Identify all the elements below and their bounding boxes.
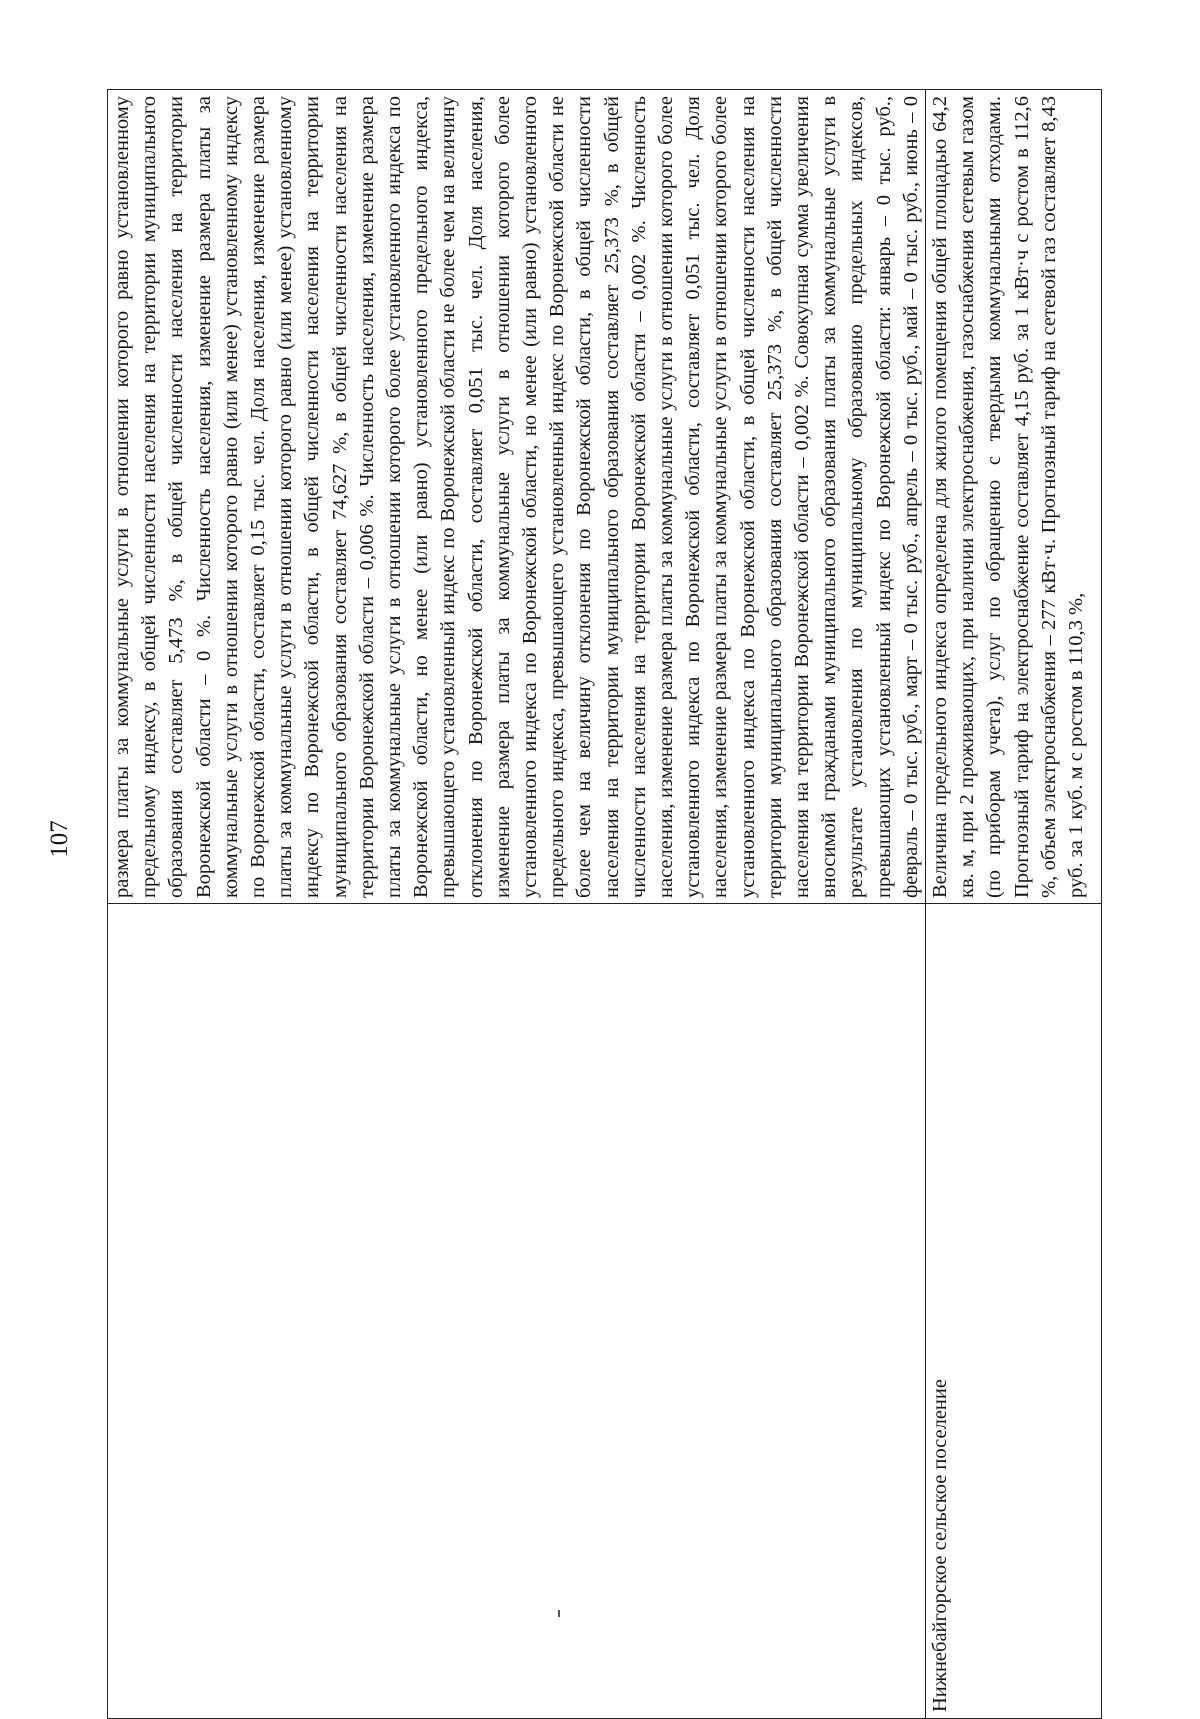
table-row: [926, 90, 1101, 1718]
page-number: 107: [46, 820, 73, 858]
municipality-cell: [108, 903, 925, 1718]
municipality-cell: Нижнебайгорское сельское поселение: [926, 903, 1101, 1718]
table-row: [108, 90, 926, 1718]
description-cell: Величина предельного индекса определена для жилого помещения общей площадью 64,2 кв. м, при 2 проживающих, при наличии электроснабжения, газоснабжения сетевым газом (по приборам учета), услуг по обращению с твердыми коммунальными отходами. Прогнозный тариф на электроснабжение составляет 4,15 руб. за 1 кВт·ч с ростом в 112,6 %, объем электроснабжения – 277 кВт·ч. Прогнозный тариф на сетевой газ составляет 8,43 руб. за 1 куб. м с ростом в 110,3 %,: [929, 96, 1088, 898]
description-cell: размера платы за коммунальные услуги в отношении которого равно установленному предельному индексу, в общей численности населения на территории муниципального образования составляет 5,473 %, в общей численности населения на территории Воронежской области – 0 %. Численность населения, изменение размера платы за коммунальные услуги в отношении которого равно (или менее) установленному индексу по Воронежской области, составляет 0,15 тыс. чел. Доля населения, изменение размера платы за коммунальные услуги в отношении которого равно (или менее) установленному индексу по Воронежской области, в общей численности населения на территории муниципального образования составляет 74,627 %, в общей численности населения на территории Воронежской области – 0,006 %. Численность населения, изменение размера платы за коммунальные услуги в отношении которого более установленного индекса по Воронежской области, но менее (или равно) установленного предельного индекса, превышающего установленный индекс по Воронежской области не более чем на величину отклонения по Воронежской области, составляет 0,051 тыс. чел. Доля населения, изменение размера платы за коммунальные услуги в отношении которого более установленного индекса по Воронежской области, но менее (или равно) установленного предельного индекса, превышающего установленный индекс по Воронежской области не более чем на величину отклонения по Воронежской области, в общей численности населения на территории муниципального образования составляет 25,373 %, в общей численности населения на территории Воронежской области – 0,002 %. Численность населения, изменение размера платы за коммунальные услуги в отношении которого более установленного индекса по Воронежской области, составляет 0,051 тыс. чел. Доля населения, изменение размера платы за коммунальные услуги в отношении которого более установленного индекса по Воронежской области, в общей численности населения на территории муниципального образования составляет 25,373 %, в общей численности населения на территории Воронежской области – 0,002 %. Совокупная сумма увеличения вносимой гражданами муниципального образования платы за коммунальные услуги в результате установления по муниципальному образованию предельных индексов, превышающих установленный индекс по Воронежской области: январь – 0 тыс. руб., февраль – 0 тыс. руб., март – 0 тыс. руб., апрель – 0 тыс. руб., май – 0 тыс. руб., июнь – 0: [111, 96, 922, 898]
document-table: [107, 89, 1102, 1719]
scan-mark: [558, 1610, 560, 1617]
